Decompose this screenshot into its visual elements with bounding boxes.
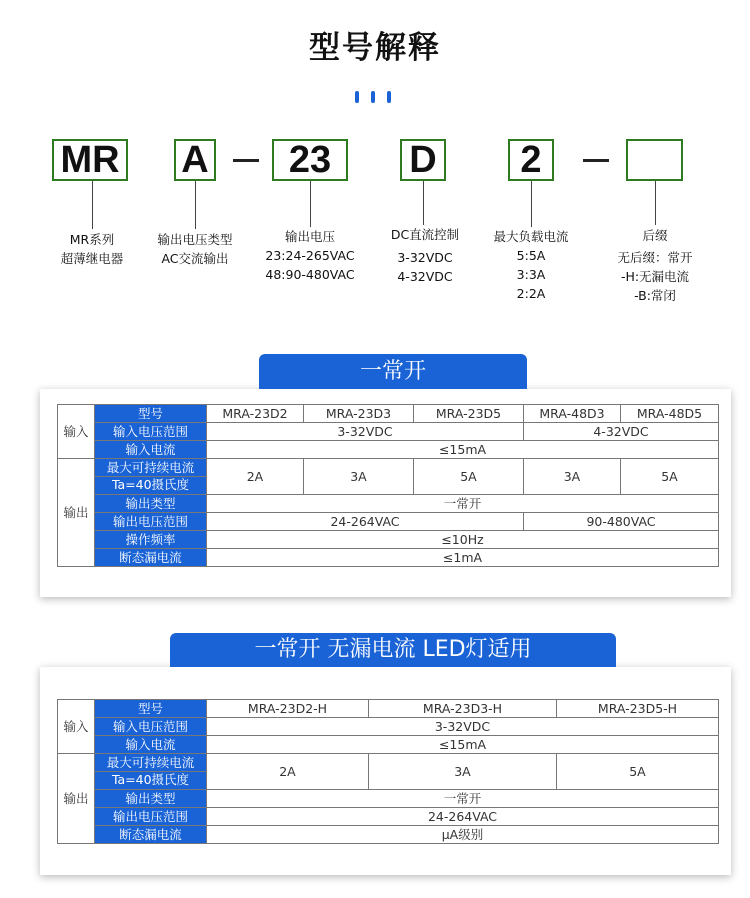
table-cell: MRA-23D5 bbox=[414, 405, 524, 423]
table-cell: 4-32VDC bbox=[524, 423, 719, 441]
table-cell: MRA-48D5 bbox=[621, 405, 719, 423]
group-label-output: 输出 bbox=[58, 754, 95, 844]
table-row bbox=[58, 405, 719, 423]
row-label-frequency: 操作频率 bbox=[95, 531, 207, 549]
table-cell: 5A bbox=[621, 459, 719, 495]
row-label-output-type: 输出类型 bbox=[95, 495, 207, 513]
table-cell: MRA-23D5-H bbox=[557, 700, 719, 718]
row-label-output-voltage: 输出电压范围 bbox=[95, 513, 207, 531]
row-label-max-current: 最大可持续电流 Ta=40摄氏度 bbox=[95, 459, 207, 495]
group-label-input: 输入 bbox=[58, 700, 95, 754]
spec-table-2 bbox=[57, 699, 719, 844]
connector-line bbox=[423, 181, 424, 225]
table-cell: 2A bbox=[207, 754, 369, 790]
row-label-input-current: 输入电流 bbox=[95, 441, 207, 459]
table-row bbox=[58, 754, 719, 790]
table-cell: ≤15mA bbox=[207, 441, 719, 459]
table-cell: MRA-23D2-H bbox=[207, 700, 369, 718]
row-label-output-voltage: 输出电压范围 bbox=[95, 808, 207, 826]
connector-line bbox=[195, 181, 196, 229]
row-label-output-type: 输出类型 bbox=[95, 790, 207, 808]
row-label-max-current: 最大可持续电流 Ta=40摄氏度 bbox=[95, 754, 207, 790]
table-cell: 3-32VDC bbox=[207, 718, 719, 736]
dash-separator bbox=[583, 159, 609, 162]
row-label-model: 型号 bbox=[95, 700, 207, 718]
table-row bbox=[58, 423, 719, 441]
table-cell: 24-264VAC bbox=[207, 808, 719, 826]
row-label-input-current: 输入电流 bbox=[95, 736, 207, 754]
page-title: 型号解释 bbox=[309, 30, 441, 66]
table-row bbox=[58, 700, 719, 718]
code-box-control: D bbox=[400, 139, 446, 181]
label-output-voltage: 输出电压 23:24-265VAC 48:90-480VAC bbox=[265, 229, 355, 282]
label-output-type: 输出电压类型 AC交流输出 bbox=[157, 232, 233, 266]
table-cell: MRA-23D3 bbox=[304, 405, 414, 423]
table-cell: 5A bbox=[557, 754, 719, 790]
code-box-current: 2 bbox=[508, 139, 554, 181]
table-row bbox=[58, 826, 719, 844]
table-cell: 3A bbox=[369, 754, 557, 790]
table-cell: ≤10Hz bbox=[207, 531, 719, 549]
table-row bbox=[58, 736, 719, 754]
table-cell: 3A bbox=[524, 459, 621, 495]
code-box-suffix bbox=[626, 139, 683, 181]
table-cell: μA级别 bbox=[207, 826, 719, 844]
table-cell: MRA-23D2 bbox=[207, 405, 304, 423]
label-control: DC直流控制 3-32VDC 4-32VDC bbox=[390, 227, 460, 284]
connector-line bbox=[655, 181, 656, 225]
table-cell: MRA-23D3-H bbox=[369, 700, 557, 718]
group-label-output: 输出 bbox=[58, 459, 95, 567]
code-box-output-type: A bbox=[174, 139, 216, 181]
table-cell: ≤15mA bbox=[207, 736, 719, 754]
row-label-leakage: 断态漏电流 bbox=[95, 549, 207, 567]
row-label-model: 型号 bbox=[95, 405, 207, 423]
row-label-input-voltage: 输入电压范围 bbox=[95, 718, 207, 736]
section-banner-1: 一常开 bbox=[259, 354, 527, 389]
row-label-leakage: 断态漏电流 bbox=[95, 826, 207, 844]
table-row bbox=[58, 790, 719, 808]
table-row bbox=[58, 459, 719, 495]
spec-table-1 bbox=[57, 404, 719, 567]
table-cell: MRA-48D3 bbox=[524, 405, 621, 423]
table-row bbox=[58, 441, 719, 459]
dash-separator bbox=[233, 159, 259, 162]
table-cell: ≤1mA bbox=[207, 549, 719, 567]
connector-line bbox=[92, 181, 93, 229]
label-current: 最大负载电流 5:5A 3:3A 2:2A bbox=[493, 229, 569, 301]
label-suffix: 后缀 无后缀：常开 -H:无漏电流 -B:常闭 bbox=[617, 228, 693, 303]
table-row bbox=[58, 495, 719, 513]
table-cell: 5A bbox=[414, 459, 524, 495]
table-cell: 3A bbox=[304, 459, 414, 495]
table-cell: 24-264VAC bbox=[207, 513, 524, 531]
table-row bbox=[58, 549, 719, 567]
decorative-dots bbox=[355, 88, 403, 107]
table-cell: 2A bbox=[207, 459, 304, 495]
table-row bbox=[58, 513, 719, 531]
table-cell: 一常开 bbox=[207, 495, 719, 513]
code-box-output-voltage: 23 bbox=[272, 139, 348, 181]
table-row bbox=[58, 718, 719, 736]
code-box-series: MR bbox=[52, 139, 128, 181]
table-cell: 一常开 bbox=[207, 790, 719, 808]
section-banner-2: 一常开 无漏电流 LED灯适用 bbox=[170, 633, 616, 667]
group-label-input: 输入 bbox=[58, 405, 95, 459]
row-label-input-voltage: 输入电压范围 bbox=[95, 423, 207, 441]
table-cell: 90-480VAC bbox=[524, 513, 719, 531]
connector-line bbox=[531, 181, 532, 227]
label-series: MR系列 超薄继电器 bbox=[60, 232, 124, 266]
table-cell: 3-32VDC bbox=[207, 423, 524, 441]
table-row bbox=[58, 808, 719, 826]
table-row bbox=[58, 531, 719, 549]
connector-line bbox=[310, 181, 311, 227]
